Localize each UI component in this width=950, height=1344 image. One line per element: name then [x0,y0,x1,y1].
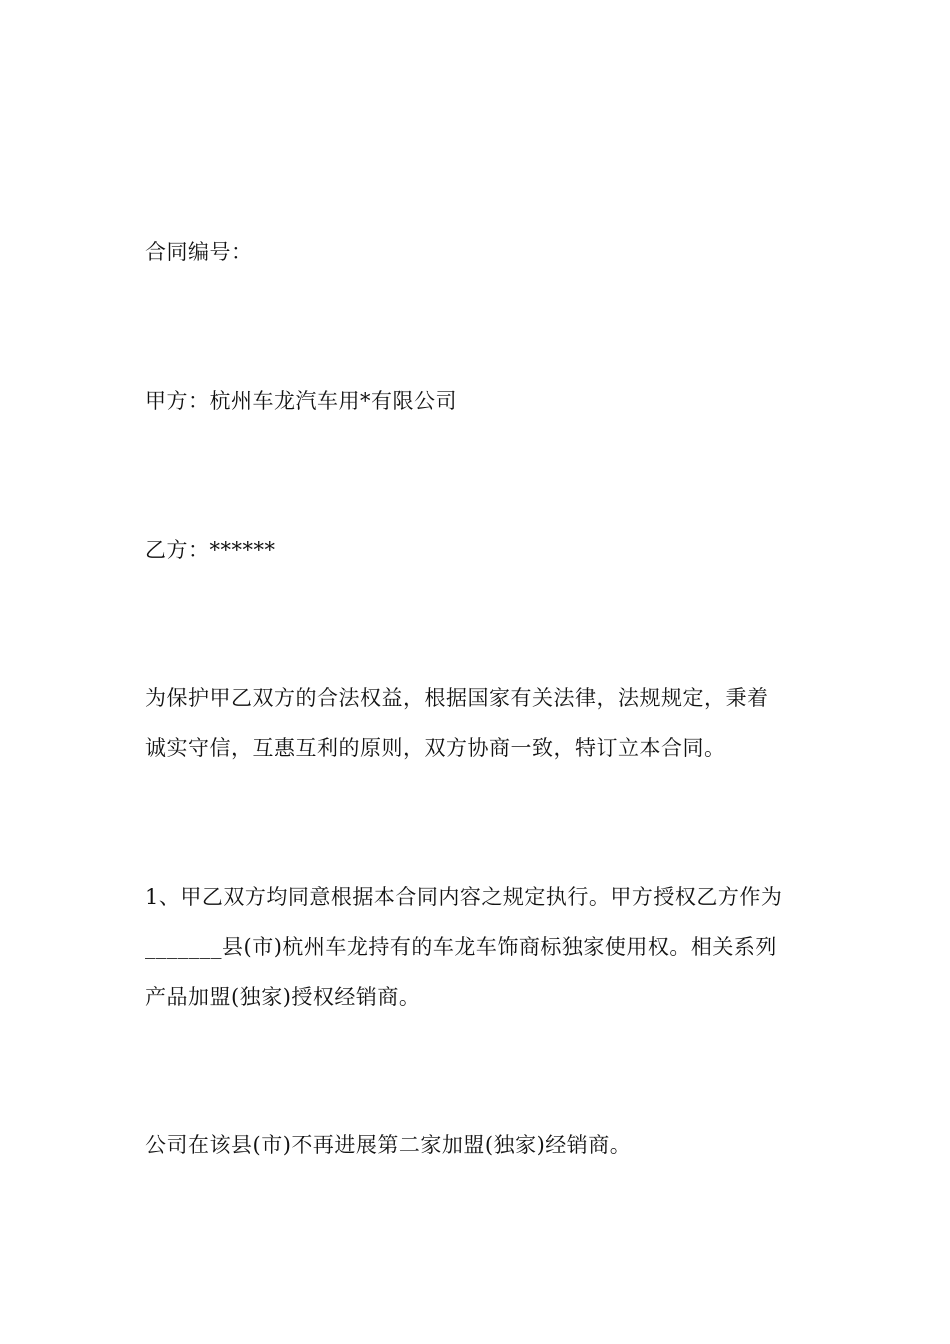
exclusivity-note: 公司在该县(市)不再进展第二家加盟(独家)经销商。 [145,1133,632,1157]
clause-1-line: 1、甲乙双方均同意根据本合同内容之规定执行。甲方授权乙方作为 [145,885,783,909]
clause-1-line: 产品加盟(独家)授权经销商。 [145,985,421,1009]
contract-number-label: 合同编号： [145,240,253,264]
intro-paragraph-line: 为保护甲乙双方的合法权益，根据国家有关法律，法规规定，秉着 [145,686,769,710]
intro-paragraph-line: 诚实守信，互惠互利的原则，双方协商一致，特订立本合同。 [145,736,726,760]
party-b-line: 乙方：****** [145,538,276,562]
party-a-line: 甲方：杭州车龙汽车用*有限公司 [145,389,457,413]
clause-1-line: _______县(市)杭州车龙持有的车龙车饰商标独家使用权。相关系列 [145,935,777,959]
